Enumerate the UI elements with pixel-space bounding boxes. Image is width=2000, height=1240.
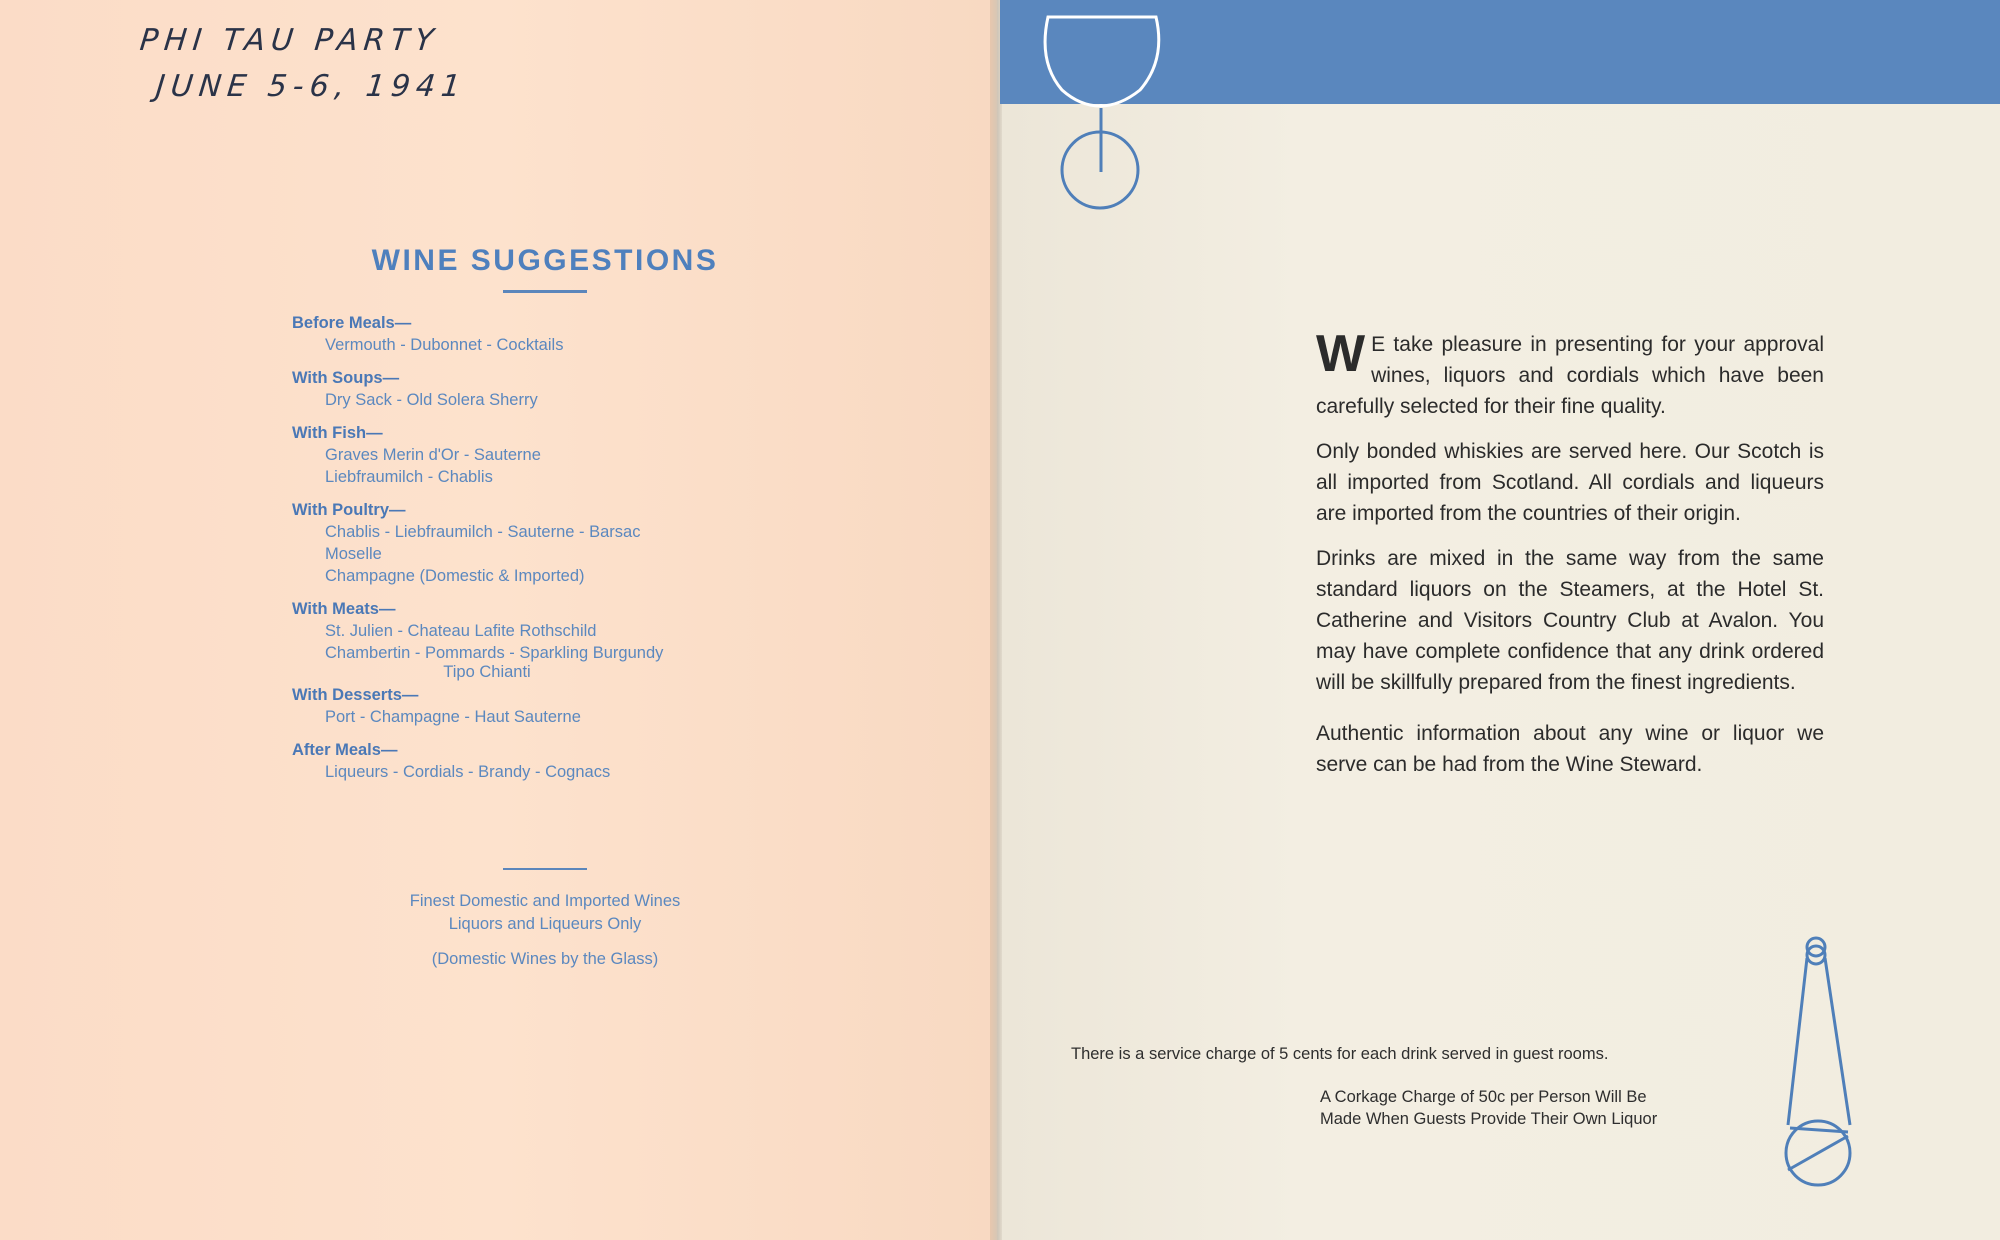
divider [503,868,587,870]
section-line: Port - Champagne - Haut Sauterne [325,708,581,726]
section-line: Vermouth - Dubonnet - Cocktails [325,336,564,354]
section-heading: With Poultry— [292,501,406,519]
wine-footer-notes [330,890,760,971]
section-line: Chambertin - Pommards - Sparkling Burgundy [325,644,664,662]
section-line: Liebfraumilch - Chablis [325,468,493,486]
section-line: Moselle [325,545,382,563]
drop-cap: W [1316,325,1366,383]
service-charge-note: There is a service charge of 5 cents for each drink served in guest rooms. [1071,1045,1609,1063]
section-line: Chablis - Liebfraumilch - Sauterne - Barsac [325,523,641,541]
wine-glass-icon [1045,17,1159,106]
handwritten-note [140,18,500,110]
intro-paragraph: Authentic information about any wine or liquor we serve can be had from the Wine Steward. [1316,722,1824,776]
section-line: St. Julien - Chateau Lafite Rothschild [325,622,597,640]
section-line: Graves Merin d'Or - Sauterne [325,446,541,464]
corkage-line: Made When Guests Provide Their Own Liquor [1320,1110,1658,1128]
section-heading: With Desserts— [292,686,419,704]
corkage-line: A Corkage Charge of 50c per Person Will Be [1320,1088,1647,1106]
intro-paragraph: Drinks are mixed in the same way from the same standard liquors on the Steamers, at the Hotel St. Catherine and Visitors Country Club at Avalon. You may have complete confidence that any drink ordered will be skillfully prepared from the finest ingredients. [1316,547,1824,694]
page-title: WINE SUGGESTIONS [371,244,719,277]
intro-paragraph [1316,325,1824,422]
divider [503,290,587,293]
section-heading: With Fish— [292,424,383,442]
handwritten-line-1: PHI TAU PARTY [138,23,442,58]
section-line: Tipo Chianti [443,663,531,681]
bottle-icon [1786,938,1850,1185]
footer-line: Liquors and Liqueurs Only [448,915,642,933]
section-line: Champagne (Domestic & Imported) [325,567,585,585]
intro-paragraph-text: E take pleasure in presenting for your approval wines, liquors and cordials which have been carefully selected for their fine quality. [1316,333,1824,418]
section-heading: With Soups— [292,369,400,387]
wine-suggestions-list [292,310,812,783]
footer-line: Finest Domestic and Imported Wines [409,892,681,910]
section-line: Liqueurs - Cordials - Brandy - Cognacs [325,763,611,781]
intro-text [1316,325,1824,794]
intro-paragraph: Only bonded whiskies are served here. Our Scotch is all imported from Scotland. All cordials and liqueurs are imported from the countries of their origin. [1316,440,1824,525]
section-line: Dry Sack - Old Solera Sherry [325,391,538,409]
corkage-note [1320,1086,1740,1130]
section-heading: After Meals— [292,741,398,759]
section-heading: With Meats— [292,600,396,618]
handwritten-line-2: JUNE 5-6, 1941 [154,69,469,104]
footer-line: (Domestic Wines by the Glass) [431,950,659,968]
section-heading: Before Meals— [292,314,412,332]
